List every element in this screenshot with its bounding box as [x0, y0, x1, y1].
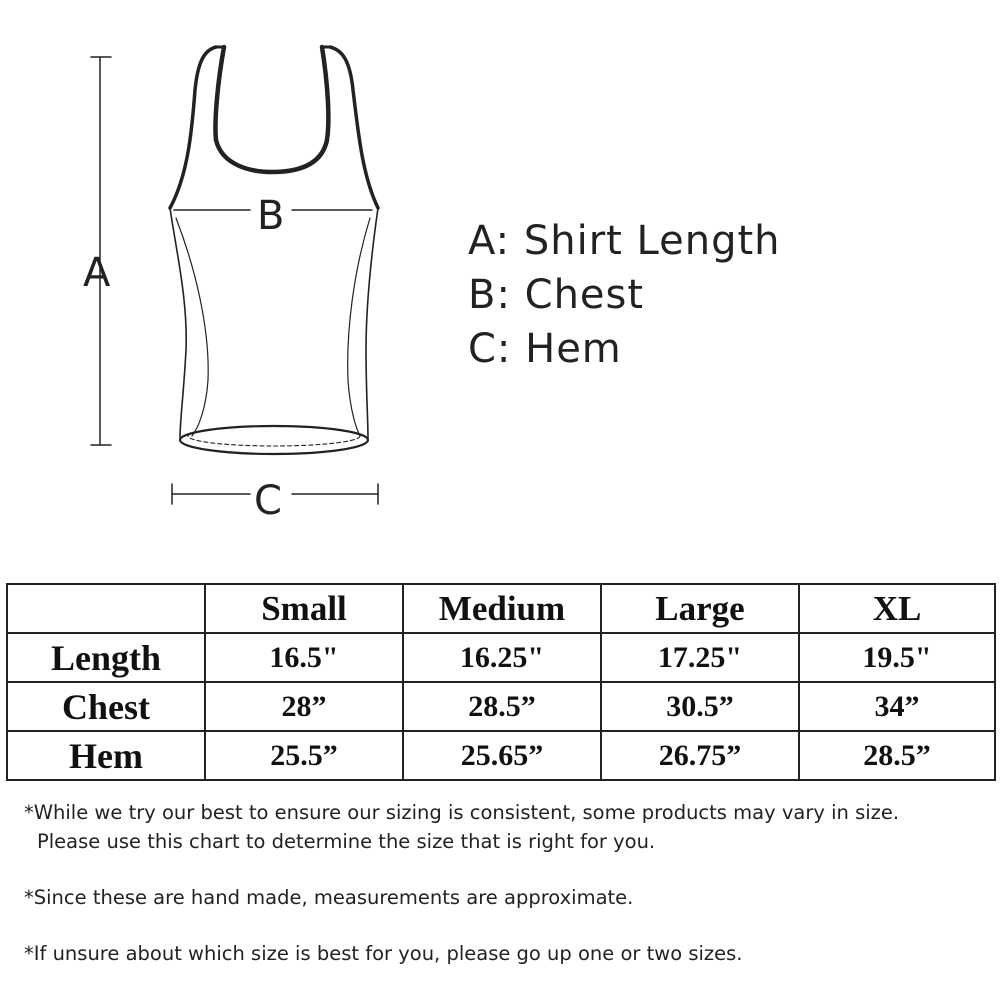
table-cell: 28.5” [799, 731, 995, 780]
table-cell: 17.25" [601, 633, 799, 682]
column-header: Small [205, 584, 403, 633]
note-use-chart: Please use this chart to determine the size that is right for you. [37, 830, 656, 853]
table-header-row [7, 584, 995, 633]
measurement-legend [468, 214, 781, 376]
sizing-notes [24, 798, 984, 968]
tank-outline-right [330, 47, 378, 208]
table-cell: 25.5” [205, 731, 403, 780]
note-size-up: *If unsure about which size is best for you, please go up one or two sizes. [24, 942, 743, 965]
label-a: A [83, 250, 111, 296]
tank-side-right [366, 208, 378, 438]
table-row [7, 731, 995, 780]
table-cell: 30.5” [601, 682, 799, 731]
legend-chest: B: Chest [468, 272, 645, 318]
column-header: Medium [403, 584, 601, 633]
column-header: XL [799, 584, 995, 633]
column-header: Large [601, 584, 799, 633]
note-sizing-consistency: *While we try our best to ensure our sizing is consistent, some products may vary in size. [24, 801, 900, 824]
legend-shirt-length: A: Shirt Length [468, 218, 781, 264]
tank-hem [180, 426, 368, 454]
table-cell: 28” [205, 682, 403, 731]
table-row [7, 682, 995, 731]
label-c: C [254, 478, 282, 524]
tank-side-left [170, 208, 186, 438]
row-header: Hem [7, 731, 205, 780]
table-corner-cell [7, 584, 205, 633]
tank-outline-left [170, 47, 216, 208]
table-cell: 25.65” [403, 731, 601, 780]
table-cell: 19.5" [799, 633, 995, 682]
table-cell: 26.75” [601, 731, 799, 780]
tank-neckline [215, 47, 328, 172]
tank-inner-left [176, 218, 208, 436]
row-header: Chest [7, 682, 205, 731]
note-hand-made: *Since these are hand made, measurements are approximate. [24, 886, 634, 909]
table-cell: 28.5” [403, 682, 601, 731]
table-cell: 16.5" [205, 633, 403, 682]
row-header: Length [7, 633, 205, 682]
tank-hem-stitch [188, 426, 360, 446]
table-cell: 16.25" [403, 633, 601, 682]
legend-hem: C: Hem [468, 326, 622, 372]
table-cell: 34” [799, 682, 995, 731]
size-chart-table [6, 583, 996, 781]
label-b: B [257, 193, 285, 239]
table-row [7, 633, 995, 682]
